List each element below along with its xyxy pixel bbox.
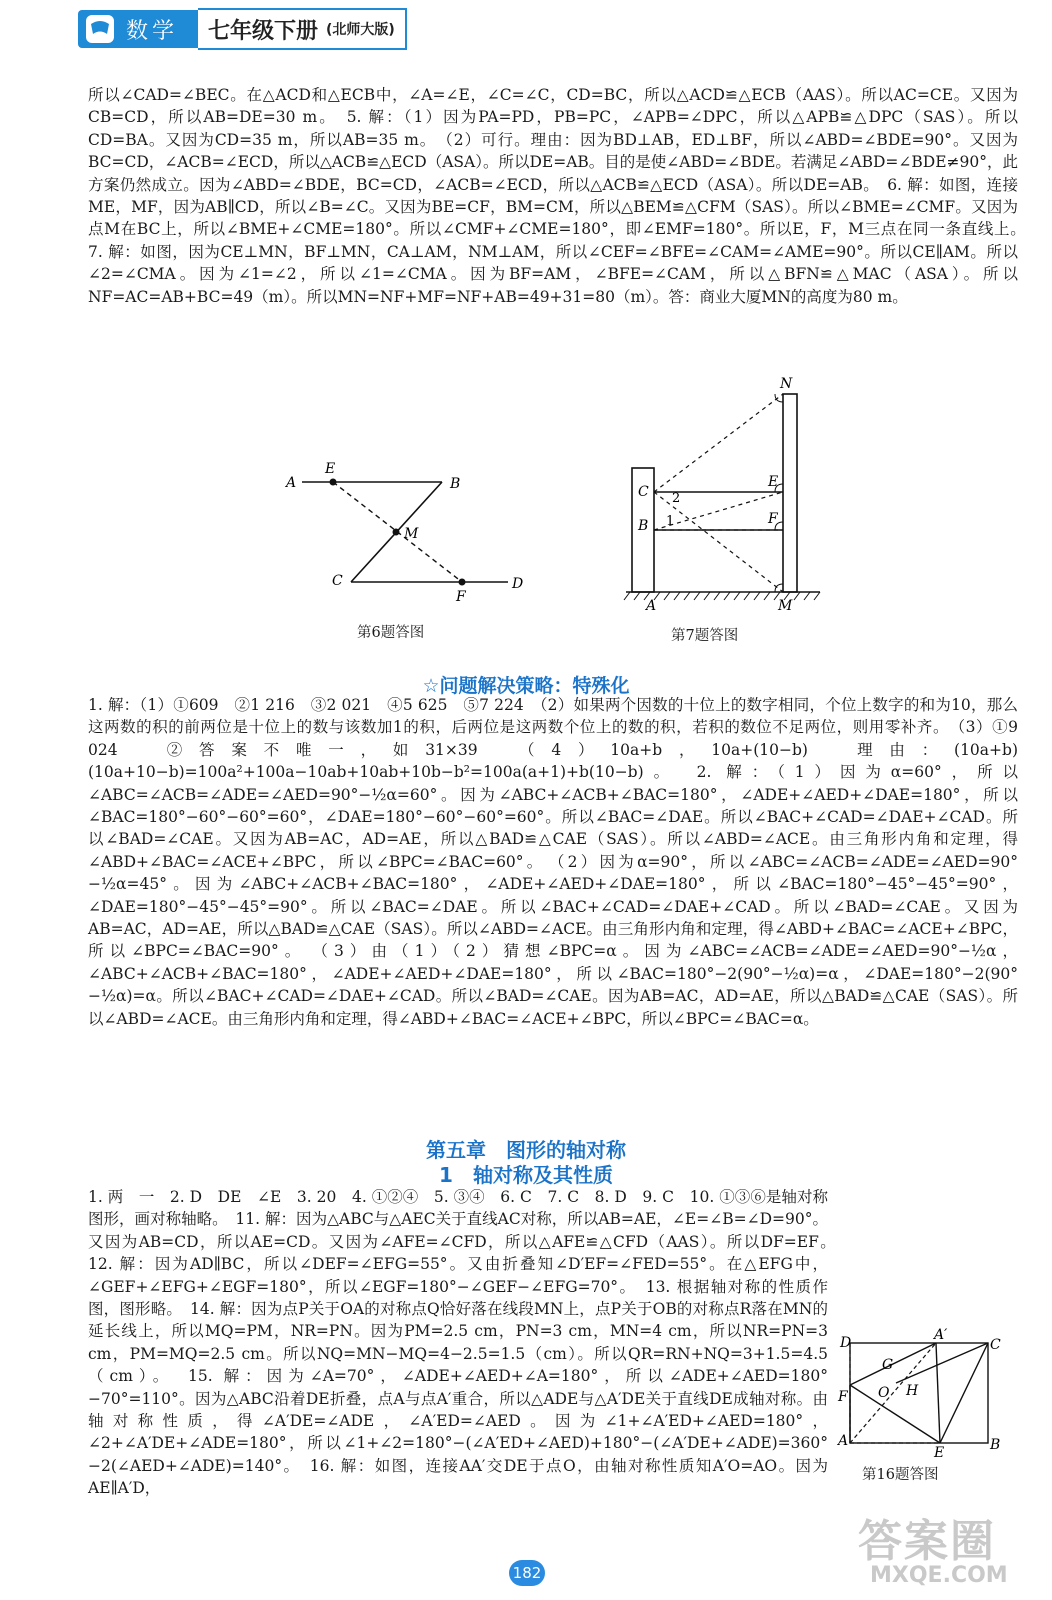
label-E: E bbox=[934, 1445, 945, 1459]
subject-badge bbox=[78, 10, 198, 48]
label-N: N bbox=[780, 376, 793, 392]
label-B: B bbox=[638, 518, 649, 534]
label-A: A bbox=[838, 1433, 849, 1449]
figure-6-caption: 第6题答图 bbox=[357, 625, 425, 641]
label-C: C bbox=[332, 573, 343, 589]
subject-label: 数学 bbox=[126, 18, 179, 44]
label-A: A bbox=[286, 475, 297, 491]
label-angle-1: 1 bbox=[666, 514, 675, 529]
figure-16-caption: 第16题答图 bbox=[862, 1467, 939, 1483]
label-F: F bbox=[768, 511, 778, 527]
label-M: M bbox=[778, 598, 793, 614]
watermark-text: 答案圈 bbox=[858, 1516, 996, 1567]
chapter-title: 第五章 图形的轴对称 bbox=[426, 1138, 626, 1162]
label-M: M bbox=[404, 526, 419, 542]
label-D: D bbox=[840, 1335, 852, 1351]
page-header bbox=[78, 10, 407, 48]
chapter-paragraph: 1. 两 一 2. D DE ∠E 3. 20 4. ①②④ 5. ③④ 6. C 7. C 8. D 9. C 10. ①③⑥是轴对称图形，画对称轴略。 11. 解：因为△ABC与△AEC关于直线AC对称，所以AB=AE，∠E=∠B=∠D=90°。又因为AB=CD，所以AE=CD。又因为∠AFE=∠CFD，所以△AFE≌△CFD（AAS）。所以DF=EF。 12. 解：因为AD∥BC，所以∠DEF=∠EFG=55°。又由折叠知∠D′EF=∠FED=55°。在△EFG中，∠GEF+∠EFG+∠EGF=180°，所以∠EGF=180°−∠GEF−∠EFG=70°。 13. 根据轴对称的性质作图，图形略。 14. 解：因为点P关于OA的对称点Q恰好落在线段MN上，点P关于OB的对称点R落在MN的延长线上，所以MQ=PM，NR=PN。因为PM=2.5 cm，PN=3 cm，MN=4 cm，所以NR=PN=3 cm，PM=MQ=2.5 cm。所以NQ=MN−MQ=4−2.5=1.5（cm）。所以QR=RN+NQ=3+1.5=4.5（cm）。 15. 解：因为∠A=70°，∠ADE+∠AED+∠A=180°，所以∠ADE+∠AED=180°−70°=110°。因为△ABC沿着DE折叠，点A与点A′重合，所以△ADE与△A′DE关于直线DE成轴对称。由轴对称性质，得∠A′DE=∠ADE，∠A′ED=∠AED。因为∠1+∠A′ED+∠AED=180°，∠2+∠A′DE+∠ADE=180°，所以∠1+∠2=180°−(∠A′ED+∠AED)+180°−(∠A′DE+∠ADE)=360°−2(∠AED+∠ADE)=140°。 16. 解：如图，连接AA′交DE于点O，由轴对称性质知A′O=AO。因为AE∥A′D， bbox=[88, 1188, 844, 1498]
label-B: B bbox=[450, 476, 461, 492]
answers-paragraph-top: 所以∠CAD=∠BEC。在△ACD和△ECB中，∠A=∠E，∠C=∠C，CD=BC，所以△ACD≌△ECB（AAS）。所以AC=CE。又因为CB=CD，所以AB=DE=30 m。 5. 解：（1）因为PA=PD，PB=PC，∠APB=∠DPC，所以△APB≌△DPC（SAS）。所以CD=BA。又因为CD=35 m，所以AB=35 m。 （2）可行。理由：因为BD⊥AB，ED⊥BF，所以∠ABD=∠BDE=90°。又因为BC=CD，∠ACB=∠ECD，所以△ACB≌△ECD（ASA）。所以DE=AB。目的是使∠ABD=∠BDE。若满足∠ABD=∠BDE≠90°，此方案仍然成立。因为∠ABD=∠BDE，BC=CD，∠ACB=∠ECD，所以△ACB≌△ECD（ASA）。所以DE=AB。 6. 解：如图，连接ME，MF，因为AB∥CD，所以∠B=∠C。又因为BE=CF，BM=CM，所以△BEM≌△CFM（SAS）。所以∠BME=∠CMF。又因为点M在BC上，所以∠BME+∠CME=180°。所以∠CMF+∠CME=180°，即∠EMF=180°。所以E，F，M三点在同一条直线上。 7. 解：如图，因为CE⊥MN，BF⊥MN，CA⊥AM，NM⊥AM，所以∠CEF=∠BFE=∠CAM=∠AME=90°。所以CE∥AM。所以∠2=∠CMA。因为∠1=∠2，所以∠1=∠CMA。因为BF=AM，∠BFE=∠CAM，所以△BFN≌△MAC（ASA）。所以NF=AC=AB+BC=49（m）。所以MN=NF+MF=NF+AB=49+31=80（m）。答：商业大厦MN的高度为80 m。 bbox=[88, 86, 1034, 306]
book-logo-icon bbox=[86, 15, 114, 43]
watermark-url: MXQE.COM bbox=[870, 1563, 1008, 1588]
chapter-subtitle: 1 轴对称及其性质 bbox=[439, 1163, 613, 1187]
watermark-logo bbox=[840, 1505, 1040, 1595]
label-O: O bbox=[878, 1385, 890, 1401]
label-C: C bbox=[990, 1337, 1001, 1353]
figure-16-diagram bbox=[836, 1325, 1008, 1459]
label-D: D bbox=[512, 576, 524, 592]
label-E: E bbox=[325, 461, 336, 477]
label-angle-2: 2 bbox=[672, 491, 681, 506]
section-title: ☆问题解决策略：特殊化 bbox=[422, 675, 630, 697]
label-A: A bbox=[646, 598, 657, 614]
book-title bbox=[198, 8, 407, 50]
figure-7-diagram bbox=[620, 370, 825, 615]
figure-7-caption: 第7题答图 bbox=[671, 628, 739, 644]
label-F: F bbox=[456, 589, 466, 605]
page-number: 182 bbox=[509, 1560, 545, 1586]
label-F: F bbox=[838, 1389, 848, 1405]
section-paragraph: 1. 解：（1）①609 ②1 216 ③2 021 ④5 625 ⑤7 224 （2）如果两个因数的十位上的数字相同，个位上数字的和为10，那么这两数的积的前两位是十位上的数与该数加1的积，后两位是这两数个位上的数的积，若积的数位不足两位，则用零补齐。 （3）①9 024 ②答案不唯一，如31×39 （4）10a+b，10a+(10−b) 理由：(10a+b)(10a+10−b)=100a²+100a−10ab+10ab+10b−b²=100a(a+1)+b(10−b)。 2. 解：（1）因为α=60°，所以∠ABC=∠ACB=∠ADE=∠AED=90°−½α=60°。因为∠ABC+∠ACB+∠BAC=180°，∠ADE+∠AED+∠DAE=180°，所以∠BAC=180°−60°−60°=60°，∠DAE=180°−60°−60°=60°。所以∠BAC=∠DAE。所以∠BAC+∠CAD=∠DAE+∠CAD。所以∠BAD=∠CAE。又因为AB=AC，AD=AE，所以△BAD≌△CAE（SAS）。所以∠ABD=∠ACE。由三角形内角和定理，得∠ABD+∠BAC=∠ACE+∠BPC，所以∠BPC=∠BAC=60°。 （2）因为α=90°，所以∠ABC=∠ACB=∠ADE=∠AED=90°−½α=45°。因为∠ABC+∠ACB+∠BAC=180°，∠ADE+∠AED+∠DAE=180°，所以∠BAC=180°−45°−45°=90°，∠DAE=180°−45°−45°=90°。所以∠BAC=∠DAE。所以∠BAC+∠CAD=∠DAE+∠CAD。所以∠BAD=∠CAE。又因为AB=AC，AD=AE，所以△BAD≌△CAE（SAS）。所以∠ABD=∠ACE。由三角形内角和定理，得∠ABD+∠BAC=∠ACE+∠BPC，所以∠BPC=∠BAC=90°。 （3）由（1）（2）猜想∠BPC=α。因为∠ABC=∠ACB=∠ADE=∠AED=90°−½α，∠ABC+∠ACB+∠BAC=180°，∠ADE+∠AED+∠DAE=180°，所以∠BAC=180°−2(90°−½α)=α，∠DAE=180°−2(90°−½α)=α。所以∠BAC+∠CAD=∠DAE+∠CAD。所以∠BAD=∠CAE。因为AB=AC，AD=AE，所以△BAD≌△CAE（SAS）。所以∠ABD=∠ACE。由三角形内角和定理，得∠ABD+∠BAC=∠ACE+∠BPC，所以∠BPC=∠BAC=α。 bbox=[88, 696, 1018, 1028]
label-C: C bbox=[638, 484, 649, 500]
label-G: G bbox=[882, 1357, 894, 1373]
grade-title: 七年级下册 bbox=[208, 18, 319, 44]
label-B: B bbox=[990, 1437, 1001, 1453]
label-H: H bbox=[906, 1383, 919, 1399]
edition-label: (北师大版) bbox=[326, 22, 395, 38]
label-A-prime: A′ bbox=[934, 1327, 948, 1343]
label-E: E bbox=[768, 474, 779, 490]
figure-6-diagram bbox=[280, 455, 530, 615]
